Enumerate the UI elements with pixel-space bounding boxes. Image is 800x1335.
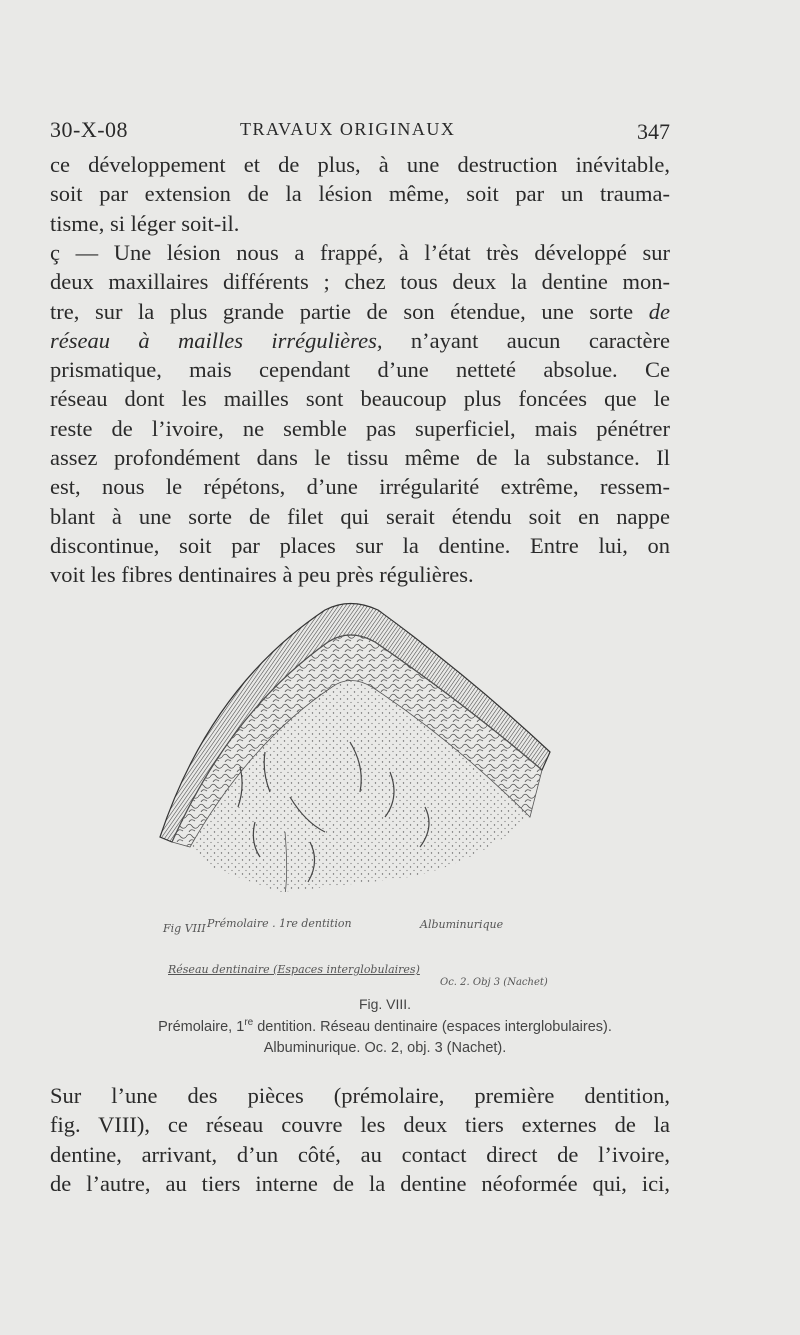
text-line: assez profondément dans le tissu même de la substance. Il xyxy=(50,445,670,471)
handwritten-network-label: Réseau dentinaire (Espaces interglobulaires) xyxy=(168,963,420,976)
issue-date: 30-X-08 xyxy=(50,117,129,142)
text-line: discontinue, soit par places sur la dentine. Entre lui, on xyxy=(50,532,670,558)
caption-text: Prémolaire, 1 xyxy=(158,1019,245,1035)
text-line: Sur l’une des pièces (prémolaire, première dentition, xyxy=(50,1083,670,1108)
text-line: soit par extension de la lésion même, soit par un trauma- xyxy=(50,181,670,207)
text-run: n’ayant aucun caractère xyxy=(382,327,670,353)
paragraph-1 xyxy=(50,150,670,238)
text-line: dentine, arrivant, d’un côté, au contact direct de l’ivoire, xyxy=(50,1141,670,1167)
text-line: fig. VIII), ce réseau couvre les deux tiers externes de la xyxy=(50,1112,670,1138)
text-line: voit les fibres dentinaires à peu près régulières. xyxy=(50,562,474,588)
italic-term: de xyxy=(648,298,670,324)
text-line: réseau dont les mailles sont beaucoup plus foncées que le xyxy=(50,386,670,412)
text-line: ce développement et de plus, à une destruction inévitable, xyxy=(50,152,670,177)
text-line: est, nous le répétons, d’une irrégularité extrême, ressem- xyxy=(50,474,670,500)
handwritten-fig-label: Fig VIII xyxy=(163,922,206,935)
caption-superscript: re xyxy=(244,1017,254,1029)
paragraph-2 xyxy=(50,238,670,590)
text-line xyxy=(50,326,670,355)
handwritten-optics-label: Oc. 2. Obj 3 (Nachet) xyxy=(440,977,548,988)
handwritten-tooth-label: Prémolaire . 1re dentition xyxy=(207,917,352,930)
paragraph-3 xyxy=(50,1081,670,1198)
figure-title: Fig. VIII. xyxy=(358,996,412,1012)
text-line: deux maxillaires différents ; chez tous deux la dentine mon- xyxy=(50,269,670,295)
italic-term: réseau à mailles irrégulières, xyxy=(50,327,383,353)
text-line xyxy=(50,297,670,326)
text-line: blant à une sorte de filet qui serait étendu soit en nappe xyxy=(50,503,670,529)
page-number: 347 xyxy=(637,119,670,144)
figure-caption-line-2: Albuminurique. Oc. 2, obj. 3 (Nachet). xyxy=(263,1040,507,1056)
running-head xyxy=(50,117,670,147)
section-title: TRAVAUX ORIGINAUX xyxy=(240,119,456,139)
handwritten-condition-label: Albuminurique xyxy=(420,918,504,931)
text-line: reste de l’ivoire, ne semble pas superficiel, mais pénétrer xyxy=(50,415,670,441)
text-run: tre, sur la plus grande partie de son étendue, une sorte xyxy=(50,298,649,324)
caption-text: dentition. Réseau dentinaire (espaces interglobulaires). xyxy=(253,1019,612,1035)
text-line: de l’autre, au tiers interne de la dentine néoformée qui, ici, xyxy=(50,1170,670,1196)
text-line: ç — Une lésion nous a frappé, à l’état très développé sur xyxy=(50,240,670,265)
tooth-section-illustration xyxy=(150,592,580,892)
figure-caption-line-1 xyxy=(50,1018,720,1037)
text-line: tisme, si léger soit-il. xyxy=(50,210,240,236)
text-line: prismatique, mais cependant d’une netteté absolue. Ce xyxy=(50,357,670,383)
